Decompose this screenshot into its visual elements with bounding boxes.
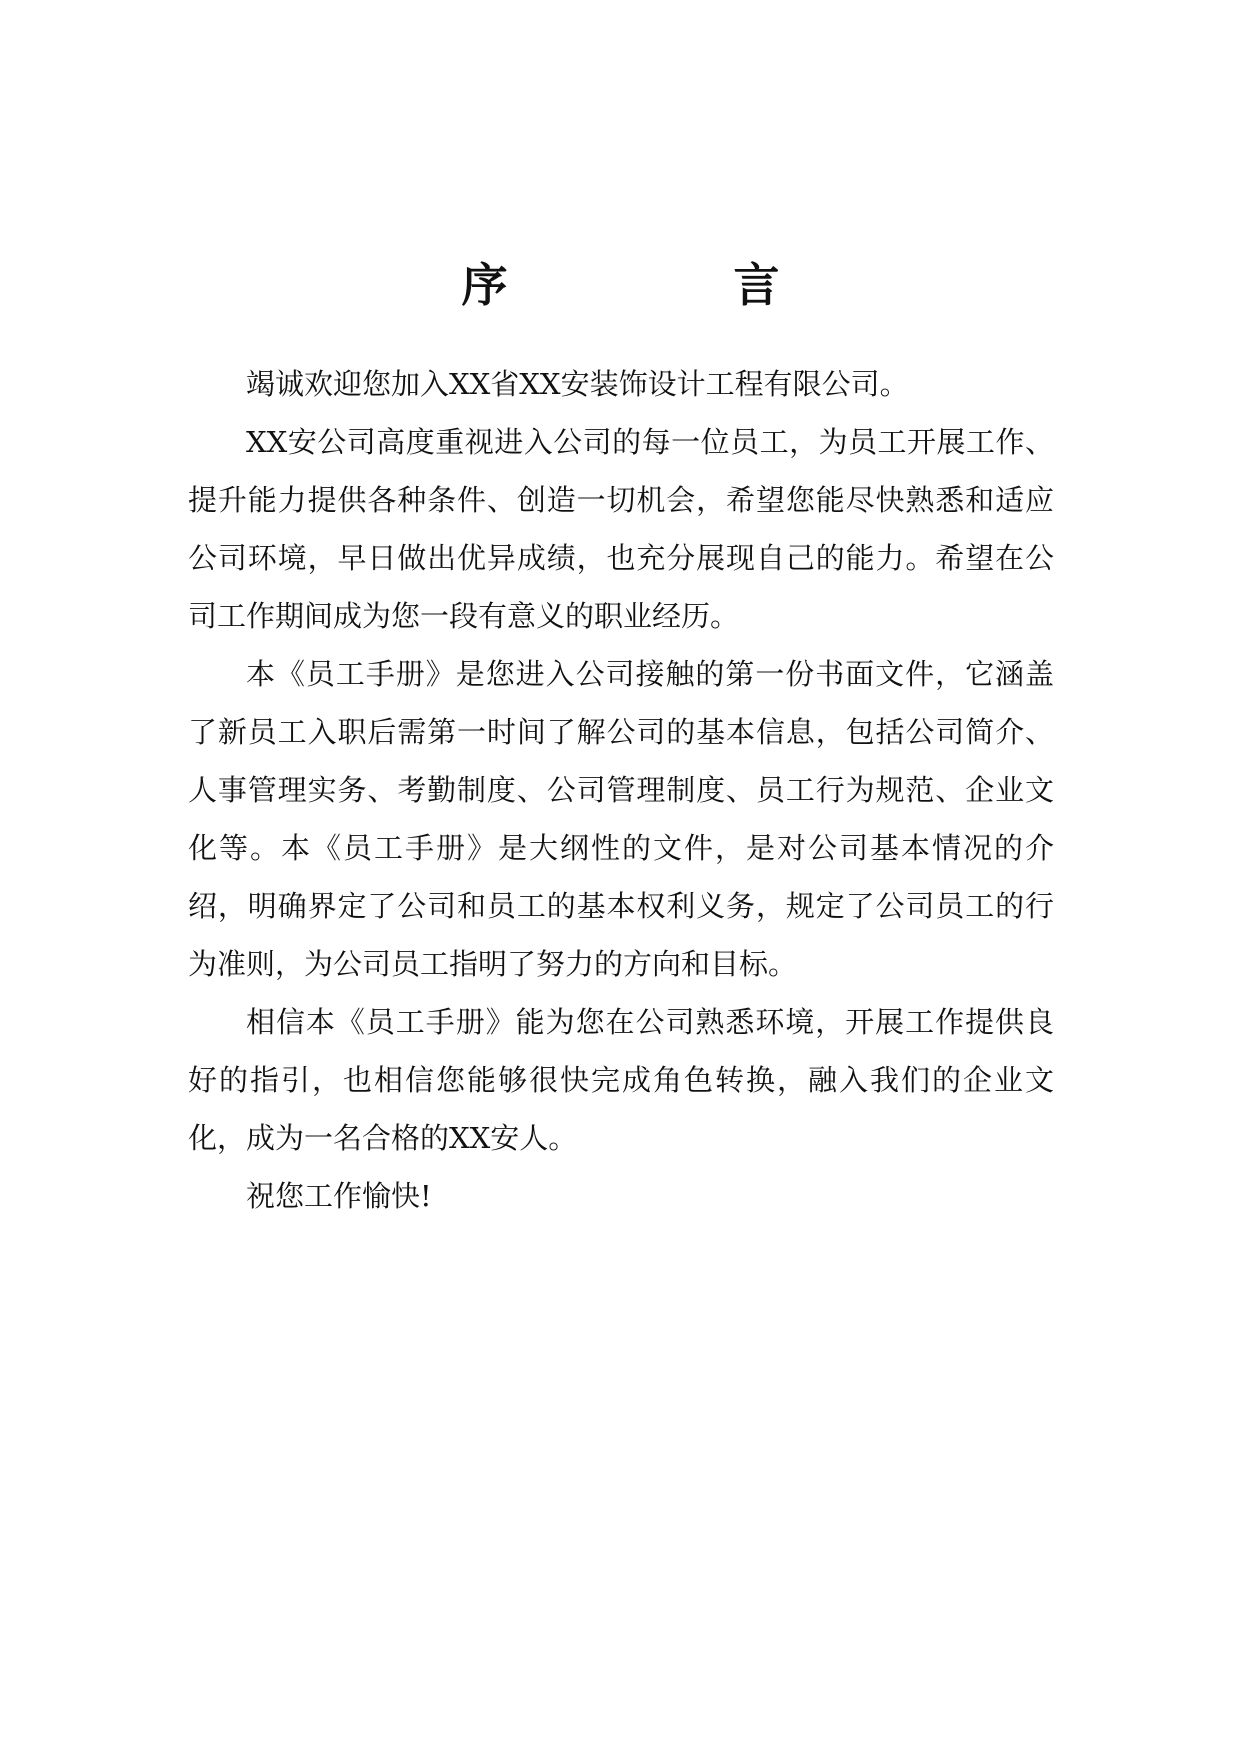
paragraph-handbook-scope: 本《员工手册》是您进入公司接触的第一份书面文件，它涵盖了新员工入职后需第一时间了解公司的基本信息，包括公司简介、人事管理实务、考勤制度、公司管理制度、员工行为规范、企业文化等。本《员工手册》是大纲性的文件，是对公司基本情况的介绍，明确界定了公司和员工的基本权利义务，规定了公司员工的行为准则，为公司员工指明了努力的方向和目标。 [188,657,1054,981]
preface-body [188,355,1054,1225]
paragraph-closing: 祝您工作愉快! [246,1179,432,1213]
page-title: 序 言 [461,258,870,312]
paragraph-welcome: 竭诚欢迎您加入XX省XX安装饰设计工程有限公司。 [246,367,909,401]
paragraph-handbook-guidance: 相信本《员工手册》能为您在公司熟悉环境，开展工作提供良好的指引，也相信您能够很快完成角色转换，融入我们的企业文化，成为一名合格的XX安人。 [188,1005,1054,1155]
paragraph-company-commitment: XX安公司高度重视进入公司的每一位员工，为员工开展工作、提升能力提供各种条件、创造一切机会，希望您能尽快熟悉和适应公司环境，早日做出优异成绩，也充分展现自己的能力。希望在公司工作期间成为您一段有意义的职业经历。 [188,425,1054,633]
